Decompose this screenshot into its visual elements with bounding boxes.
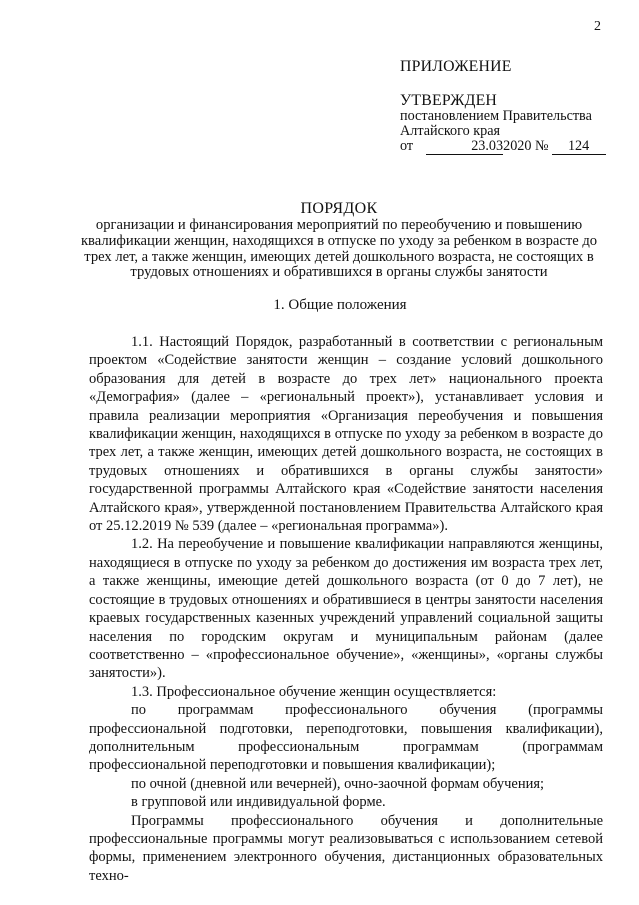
paragraph-1-1: 1.1. Настоящий Порядок, разработанный в соответствии с региональным проектом «Содействие занятости женщин – создание условий дошкольного образования для детей в возрасте до трех лет» национального проекта «Демография» (далее – «региональный проект»), устанавливает условия и правила реализации мероприятия «Организация переобучения и повышения квалификации женщин, находящихся в отпуске по уходу за ребенком в возрасте до трех лет, а также женщин, имеющих детей дошкольного возраста, не состоящих в трудовых отношениях и обратившихся в органы службы занятости» государственной программы Алтайского края «Содействие занятости населения Алтайского края», утвержденной постановлением Правительства Алтайского края от 25.12.2019 № 539 (далее – «региональная программа»). — [89, 334, 603, 535]
page-number: 2 — [594, 19, 601, 34]
approval-line-government: постановлением Правительства — [400, 108, 592, 124]
document-title: ПОРЯДОК — [300, 200, 378, 217]
approval-date-line — [400, 139, 620, 155]
group-form-item: в групповой или индивидуальной форме. — [131, 794, 386, 811]
training-programs-item: по программам профессионального обучения (программы профессиональной подготовки, переподготовки, повышения квалификации), дополнительным профессиональным программам (программам профессиональной переподготовки и повышения квалификации); — [89, 702, 603, 774]
approved-heading: УТВЕРЖДЕН — [400, 92, 498, 109]
date-suffix: 2020 № — [503, 138, 549, 154]
document-title-block — [75, 200, 603, 281]
date-label: от — [400, 138, 414, 154]
document-body — [89, 333, 603, 885]
approval-line-region: Алтайского края — [400, 123, 501, 139]
paragraph-1-3: 1.3. Профессиональное обучение женщин осуществляется: — [131, 683, 497, 700]
document-subtitle: организации и финансирования мероприятий по переобучению и повышению квалификации женщин, находящихся в отпуске по уходу за ребенком в возрасте до трех лет, а также женщин, имеющих детей дошкольного возраста, не состоящих в трудовых отношениях и обратившихся в органы службы занятости — [80, 217, 598, 281]
programs-paragraph: Программы профессионального обучения и дополнительные профессиональные программы могут реализовываться с использованием сетевой формы, применением электронного обучения, дистанционных образовательных техно- — [89, 812, 603, 884]
appendix-heading: ПРИЛОЖЕНИЕ — [400, 58, 512, 75]
training-form-item: по очной (дневной или вечерней), очно-заочной формам обучения; — [131, 775, 545, 792]
approval-block — [400, 58, 620, 155]
approval-date: 23.03 — [426, 140, 503, 155]
paragraph-1-2: 1.2. На переобучение и повышение квалификации направляются женщины, находящиеся в отпуске по уходу за ребенком до достижения им возраста трех лет, а также женщины, имеющие детей дошкольного возраста (от 0 до 7 лет), не состоящие в трудовых отношениях и обратившиеся в центры занятости населения краевых государственных казенных учреждений управлений социальной защиты населения по городским округам и муниципальным районам (далее соответственно – «профессиональное обучение», «женщины», «органы службы занятости»). — [89, 536, 603, 682]
approval-number: 124 — [552, 140, 606, 155]
section-heading: 1. Общие положения — [273, 297, 407, 313]
